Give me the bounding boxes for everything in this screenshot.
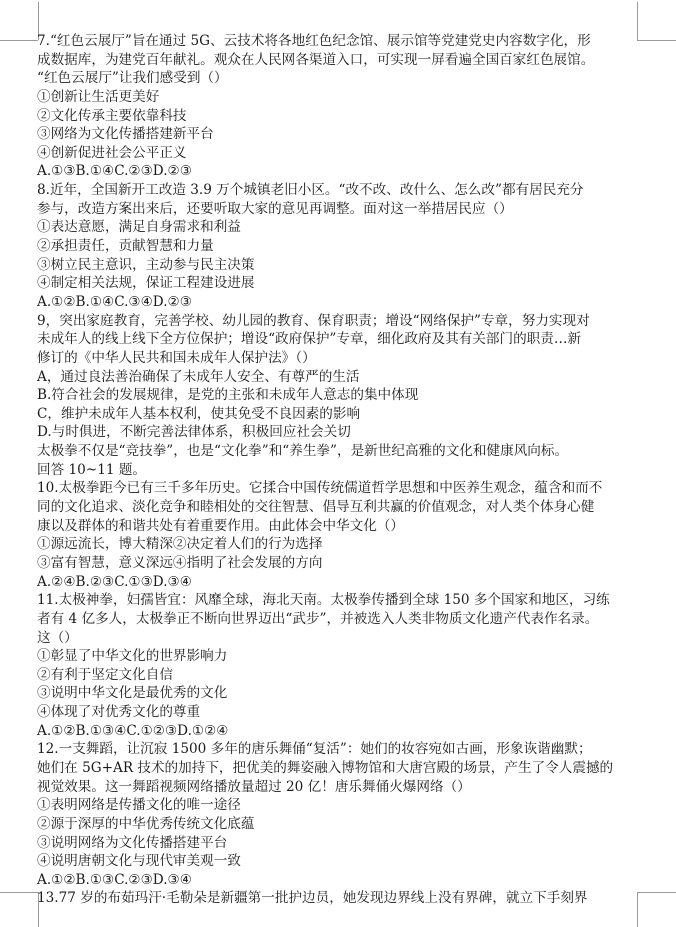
q11-stem-line-3: 这（） [37,629,78,646]
q7-stem-line-1: 7.“红色云展厅”旨在通过 5G、云技术将各地红色纪念馆、展示馆等党建党史内容数字化，形 [37,33,591,49]
q7-stem-line-3: “红色云展厅”让我们感受到（） [37,70,228,87]
q11-option-1: ①彰显了中华文化的世界影响力 [37,648,228,665]
crop-mark-top-left-h [0,40,38,41]
q10-choices: A.②④B.②③C.①③D.③④ [37,573,192,590]
q11-stem-line-1: 11.太极神拳，妇孺皆宜：风靡全球，海北天南。太极拳传播到全球 150 多个国家和地区，习练 [37,592,610,609]
q12-stem-line-2: 她们在 5G+AR 技术的加持下，把优美的舞姿融入博物馆和大唐宫殿的场景，产生了令人震撼的 [37,759,614,776]
q8-stem-line-1: 8.近年，全国新开工改造 3.9 万个城镇老旧小区。“改不改、改什么、怎么改”都有居民充分 [37,182,584,199]
q10-stem-line-1: 10.太极拳距今已有三千多年历史。它揉合中国传统儒道哲学思想和中医养生观念，蕴含和而不 [37,480,603,497]
q11-option-2: ②有利于坚定文化自信 [37,666,173,683]
q9-stem-line-2: 未成年人的线上线下全方位保护；增设“政府保护”专章，细化政府及其有关部门的职责…新 [37,331,582,348]
q8-stem-line-2: 参与，改造方案出来后，还要听取大家的意见再调整。面对这一举措居民应（） [37,200,513,217]
q7-option-1: ①创新让生活更美好 [37,88,160,105]
q9-choice-d: D.与时俱进，不断完善法律体系，积极回应社会关切 [37,424,351,441]
q8-option-1: ①表达意愿，满足自身需求和利益 [37,219,241,236]
q8-option-3: ③树立民主意识，主动参与民主决策 [37,256,255,273]
q9-stem-line-3: 修订的《中华人民共和国未成年人保护法》（） [37,349,316,366]
q12-option-4: ④说明唐朝文化与现代审美观一致 [37,853,241,870]
q12-option-2: ②源于深厚的中华优秀传统文化底蕴 [37,815,255,832]
q7-choices: A.①③B.①④C.②③D.②③ [37,163,192,180]
crop-mark-bottom-right-h [637,892,676,893]
q9-choice-c: C，维护未成年人基本权利，使其免受不良因素的影响 [37,405,361,422]
q8-option-4: ④制定相关法规，保证工程建设进展 [37,275,255,292]
q7-stem-line-2: 成数据库，为建党百年献礼。观众在人民网各渠道入口，可实现一屏看遍全国百家红色展馆。 [37,51,595,68]
crop-mark-top-right-h [637,40,676,41]
q11-stem-line-2: 者有 4 亿多人，太极拳正不断向世界迈出“武步”，并被选入人类非物质文化遗产代表作名录。 [37,610,599,627]
passage-intro-line-1: 太极拳不仅是“竞技拳”，也是“文化拳”和“养生拳”，是新世纪高雅的文化和健康风向标。 [37,443,569,460]
q7-option-2: ②文化传承主要依靠科技 [37,107,187,124]
q13-stem-line-1: 13.77 岁的布茹玛汗·毛勒朵是新疆第一批护边员，她发现边界线上没有界碑，就立下手刻界 [37,890,588,907]
q10-stem-line-3: 康以及群体的和谐共处有着重要作用。由此体会中华文化（） [37,517,405,534]
q9-stem-line-1: 9，突出家庭教育，完善学校、幼儿园的教育、保育职责；增设“网络保护”专章，努力实现对 [37,312,590,329]
q10-options-2: ③富有智慧，意义深远④指明了社会发展的方向 [37,554,323,571]
q7-option-3: ③网络为文化传播搭建新平台 [37,126,214,143]
q12-option-3: ③说明网络为文化传播搭建平台 [37,834,228,851]
q10-options-1: ①源远流长，博大精深②决定着人们的行为选择 [37,536,323,553]
q10-stem-line-2: 同的文化追求、淡化竞争和睦相处的交往智慧、倡导互利共赢的价值观念，对人类个体身心健 [37,499,595,516]
q11-option-4: ④体现了对优秀文化的尊重 [37,704,201,721]
q12-choices: A.①②B.①③C.②③D.③④ [37,871,192,888]
q11-choices: A.①②B.①③④C.①②③D.①②④ [37,722,229,739]
q7-option-4: ④创新促进社会公平正义 [37,144,187,161]
q12-stem-line-3: 视觉效果。这一舞蹈视频网络播放量超过 20 亿！唐乐舞俑火爆网络（） [37,778,471,795]
q8-option-2: ②承担责任，贡献智慧和力量 [37,238,214,255]
q12-option-1: ①表明网络是传播文化的唯一途径 [37,797,241,814]
q11-option-3: ③说明中华文化是最优秀的文化 [37,685,228,702]
q9-choice-a: A，通过良法善治确保了未成年人安全、有尊严的生活 [37,368,360,385]
q8-choices: A.①②B.①④C.③④D.②③ [37,293,192,310]
document-page [37,32,639,908]
q9-choice-b: B.符合社会的发展规律，是党的主张和未成年人意志的集中体现 [37,387,419,404]
passage-intro-line-2: 回答 10~11 题。 [37,461,147,478]
q12-stem-line-1: 12.一支舞蹈，让沉寂 1500 多年的唐乐舞俑“复活”：她们的妆容宛如古画，形象诙谐幽默； [37,741,592,758]
crop-mark-bottom-left-h [0,892,38,893]
